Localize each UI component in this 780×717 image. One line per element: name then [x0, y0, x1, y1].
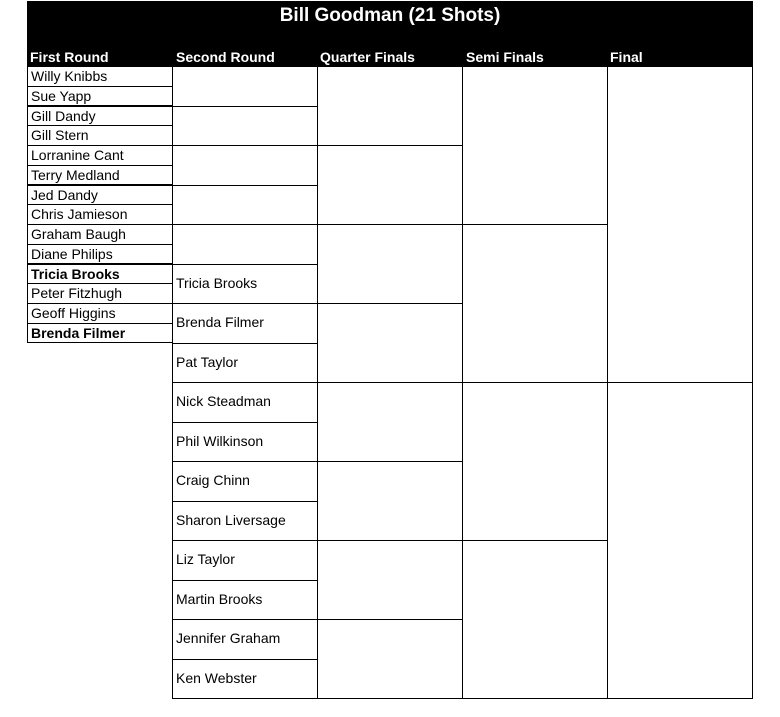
second-round-slot[interactable] — [172, 145, 318, 186]
second-round-slot[interactable] — [172, 224, 318, 265]
first-round-slot[interactable]: Peter Fitzhugh — [27, 283, 173, 304]
semi-final-slot[interactable] — [462, 66, 608, 225]
second-round-slot[interactable]: Nick Steadman — [172, 382, 318, 423]
first-round-slot[interactable]: Lorranine Cant — [27, 145, 173, 166]
first-round-slot[interactable]: Geoff Higgins — [27, 303, 173, 324]
round-header-quarter: Quarter Finals — [320, 49, 415, 65]
first-round-slot[interactable]: Tricia Brooks — [27, 264, 173, 285]
second-round-slot[interactable] — [172, 106, 318, 147]
first-round-slot[interactable]: Brenda Filmer — [27, 323, 173, 344]
quarter-final-slot[interactable] — [317, 619, 463, 699]
quarter-final-slot[interactable] — [317, 382, 463, 462]
quarter-final-slot[interactable] — [317, 224, 463, 304]
semi-final-slot[interactable] — [462, 382, 608, 541]
first-round-slot[interactable]: Sue Yapp — [27, 86, 173, 107]
second-round-slot[interactable]: Phil Wilkinson — [172, 422, 318, 463]
round-header-second: Second Round — [176, 49, 275, 65]
first-round-slot[interactable]: Chris Jamieson — [27, 204, 173, 225]
final-slot[interactable] — [607, 382, 753, 699]
first-round-slot[interactable]: Diane Philips — [27, 244, 173, 265]
bracket-title: Bill Goodman (21 Shots) — [279, 5, 501, 26]
second-round-slot[interactable]: Tricia Brooks — [172, 264, 318, 305]
second-round-slot[interactable]: Jennifer Graham — [172, 619, 318, 660]
quarter-final-slot[interactable] — [317, 540, 463, 620]
first-round-slot[interactable]: Terry Medland — [27, 165, 173, 186]
first-round-slot[interactable]: Graham Baugh — [27, 224, 173, 245]
round-header-first: First Round — [30, 49, 109, 65]
second-round-slot[interactable] — [172, 66, 318, 107]
round-header-final: Final — [610, 49, 643, 65]
second-round-slot[interactable]: Pat Taylor — [172, 343, 318, 384]
final-slot[interactable] — [607, 66, 753, 383]
second-round-slot[interactable]: Brenda Filmer — [172, 303, 318, 344]
first-round-slot[interactable]: Gill Stern — [27, 125, 173, 146]
first-round-slot[interactable]: Gill Dandy — [27, 106, 173, 127]
first-round-slot[interactable]: Jed Dandy — [27, 185, 173, 206]
second-round-slot[interactable] — [172, 185, 318, 226]
second-round-slot[interactable]: Sharon Liversage — [172, 501, 318, 542]
quarter-final-slot[interactable] — [317, 145, 463, 225]
round-header-semi: Semi Finals — [466, 49, 544, 65]
quarter-final-slot[interactable] — [317, 303, 463, 383]
semi-final-slot[interactable] — [462, 540, 608, 699]
quarter-final-slot[interactable] — [317, 461, 463, 541]
second-round-slot[interactable]: Martin Brooks — [172, 580, 318, 621]
second-round-slot[interactable]: Ken Webster — [172, 659, 318, 700]
semi-final-slot[interactable] — [462, 224, 608, 383]
second-round-slot[interactable]: Liz Taylor — [172, 540, 318, 581]
second-round-slot[interactable]: Craig Chinn — [172, 461, 318, 502]
first-round-slot[interactable]: Willy Knibbs — [27, 66, 173, 87]
quarter-final-slot[interactable] — [317, 66, 463, 146]
